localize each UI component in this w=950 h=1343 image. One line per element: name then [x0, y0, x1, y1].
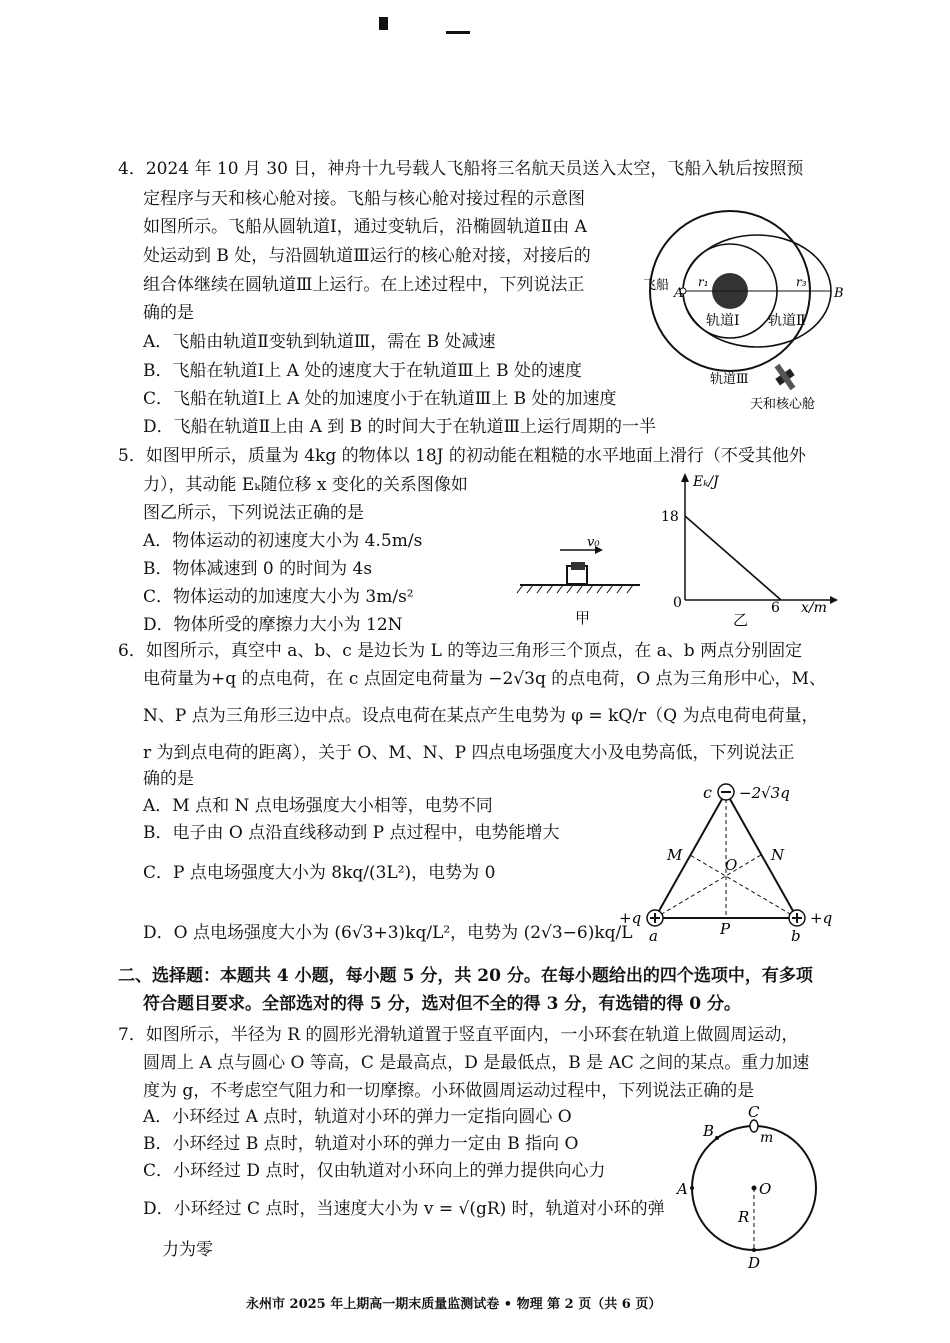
q5-line-2: 力），其动能 Eₖ随位移 x 变化的关系图像如 [143, 475, 468, 495]
caption-jia: 甲 [575, 609, 591, 627]
page-footer: 永州市 2025 年上期高一期末质量监测试卷 • 物理 第 2 页（共 6 页） [246, 1297, 662, 1312]
label-orbit-2: 轨道Ⅱ [768, 313, 806, 329]
q5-option-c: C．物体运动的加速度大小为 3m/s² [143, 587, 414, 607]
q6-option-a: A．M 点和 N 点电场强度大小相等，电势不同 [143, 796, 493, 816]
label-n: N [771, 846, 785, 864]
label-m: m [760, 1130, 774, 1146]
q7-line-1: 7．如图所示，半径为 R 的圆形光滑轨道置于竖直平面内，一小环套在轨道上做圆周运动， [118, 1025, 799, 1045]
q4-line-2: 定程序与天和核心舱对接。飞船与核心舱对接过程的示意图 [143, 189, 585, 209]
q6-line-4: r 为到点电荷的距离），关于 O、M、N、P 四点电场强度大小及电势高低，下列说法正 [143, 743, 795, 763]
q5-option-a: A．物体运动的初速度大小为 4.5m/s [143, 531, 423, 551]
label-r3: r₃ [796, 275, 807, 289]
q4-line-5: 组合体继续在圆轨道Ⅲ上运行。在上述过程中，下列说法正 [143, 275, 585, 295]
q4-line-1: 4．2024 年 10 月 30 日，神舟十九号载人飞船将三名航天员送入太空，飞船入轨后按照预 [118, 159, 804, 179]
orbit-diagram [640, 205, 850, 425]
label-b-charge: +q [810, 909, 833, 927]
q5-option-b: B．物体减速到 0 的时间为 4s [143, 559, 373, 579]
label-orbit-3: 轨道Ⅲ [710, 372, 749, 387]
q7-option-d-cont: 力为零 [162, 1240, 213, 1260]
q4-line-4: 处运动到 B 处，与沿圆轨道Ⅲ运行的核心舱对接，对接后的 [143, 246, 591, 266]
figure-jia-block [515, 530, 655, 630]
label-b: B [834, 286, 844, 301]
triangle-diagram [615, 778, 845, 948]
q5-line-3: 图乙所示，下列说法正确的是 [143, 503, 364, 523]
label-c: C [748, 1103, 760, 1121]
q5-option-d: D．物体所受的摩擦力大小为 12N [143, 615, 403, 635]
label-v0: v₀ [587, 535, 600, 550]
label-b: B [703, 1122, 715, 1140]
label-a: A [674, 286, 684, 301]
y-axis-label: Eₖ/J [693, 474, 719, 490]
caption-yi: 乙 [733, 611, 749, 629]
scan-mark-dash [446, 31, 470, 34]
ek-x-graph [655, 470, 840, 630]
q7-option-c: C．小环经过 D 点时，仅由轨道对小环向上的弹力提供向心力 [143, 1161, 606, 1181]
section-2-line-1: 二、选择题：本题共 4 小题，每小题 5 分，共 20 分。在每小题给出的四个选项中，有多项 [118, 966, 813, 986]
q6-option-d: D．O 点电场强度大小为 (6√3+3)kq/L²，电势为 (2√3−6)kq/L [143, 923, 633, 943]
q4-line-3: 如图所示。飞船从圆轨道Ⅰ，通过变轨后，沿椭圆轨道Ⅱ由 A [143, 217, 587, 237]
label-b: b [791, 927, 801, 945]
label-r1: r₁ [698, 275, 709, 289]
q4-option-a: A．飞船由轨道Ⅱ变轨到轨道Ⅲ，需在 B 处减速 [143, 332, 496, 352]
q6-option-b: B．电子由 O 点沿直线移动到 P 点过程中，电势能增大 [143, 823, 560, 843]
ek-data-line [685, 516, 781, 600]
label-m: M [667, 846, 683, 864]
q6-line-5: 确的是 [143, 769, 194, 789]
label-d: D [748, 1254, 761, 1272]
circle-track-diagram [670, 1100, 840, 1275]
scan-mark-square [379, 17, 388, 30]
origin-label: 0 [673, 595, 682, 611]
small-ring [750, 1120, 758, 1132]
label-orbit-1: 轨道Ⅰ [706, 313, 740, 329]
label-o: O [725, 856, 738, 874]
q4-line-6: 确的是 [143, 303, 194, 323]
center-dot [752, 1186, 757, 1191]
label-r: R [738, 1208, 750, 1226]
q7-line-3: 度为 g，不考虑空气阻力和一切摩擦。小环做圆周运动过程中，下列说法正确的是 [143, 1081, 755, 1101]
q6-line-3: N、P 点为三角形三边中点。设点电荷在某点产生电势为 φ = kQ/r（Q 为点电荷电荷量， [143, 706, 819, 726]
section-2-line-2: 符合题目要求。全部选对的得 5 分，选对但不全的得 3 分，有选错的得 0 分。 [143, 994, 741, 1014]
q7-option-d: D．小环经过 C 点时，当速度大小为 v = √(gR) 时，轨道对小环的弹 [143, 1199, 665, 1219]
label-station: 天和核心舱 [750, 397, 816, 412]
label-c-charge: −2√3q [739, 784, 790, 802]
q4-option-d: D．飞船在轨道Ⅱ上由 A 到 B 的时间大于在轨道Ⅲ上运行周期的一半 [143, 417, 656, 437]
label-a: a [649, 927, 658, 945]
q7-option-b: B．小环经过 B 点时，轨道对小环的弹力一定由 B 指向 O [143, 1134, 579, 1154]
q6-line-2: 电荷量为+q 的点电荷，在 c 点固定电荷量为 −2√3q 的点电荷，O 点为三角形中心，M、 [143, 669, 827, 689]
y-tick-18: 18 [661, 509, 679, 525]
label-o: O [759, 1180, 772, 1198]
label-p: P [720, 920, 731, 938]
label-c: c [703, 783, 712, 802]
label-ship: 飞船 [643, 278, 670, 293]
x-axis-label: x/m [801, 600, 827, 616]
label-a: A [677, 1180, 688, 1198]
q7-line-2: 圆周上 A 点与圆心 O 等高，C 是最高点，D 是最低点，B 是 AC 之间的某点。重力加速 [143, 1053, 810, 1073]
q6-line-1: 6．如图所示，真空中 a、b、c 是边长为 L 的等边三角形三个顶点，在 a、b 两点分别固定 [118, 641, 803, 661]
q7-option-a: A．小环经过 A 点时，轨道对小环的弹力一定指向圆心 O [143, 1107, 572, 1127]
q5-line-1: 5．如图甲所示，质量为 4kg 的物体以 18J 的初动能在粗糙的水平地面上滑行（不受其他外 [118, 446, 806, 466]
x-tick-6: 6 [771, 600, 780, 616]
space-station-icon [770, 360, 801, 393]
q6-option-c: C．P 点电场强度大小为 8kq/(3L²)，电势为 0 [143, 863, 496, 883]
label-a-charge: +q [619, 909, 642, 927]
q4-option-c: C．飞船在轨道Ⅰ上 A 处的加速度小于在轨道Ⅲ上 B 处的加速度 [143, 389, 617, 409]
q4-option-b: B．飞船在轨道Ⅰ上 A 处的速度大于在轨道Ⅲ上 B 处的速度 [143, 361, 582, 381]
